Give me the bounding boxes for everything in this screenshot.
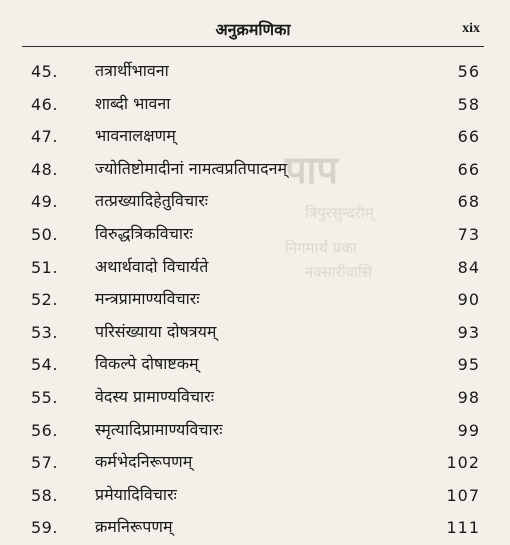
page-header — [22, 16, 484, 47]
entry-title: परिसंख्याया दोषत्रयम् — [95, 321, 217, 341]
entry-page-number: 90 — [457, 290, 480, 310]
toc-entry — [0, 415, 510, 448]
toc-entry — [0, 447, 510, 480]
toc-entry — [0, 252, 510, 285]
toc-entry — [0, 317, 510, 350]
toc-entry — [0, 284, 510, 317]
toc-entry — [0, 349, 510, 382]
entry-page-number: 111 — [446, 518, 480, 538]
entry-title: शाब्दी भावना — [95, 93, 171, 113]
entry-page-number: 102 — [446, 453, 480, 473]
toc-entry — [0, 154, 510, 187]
entry-number: 51. — [31, 257, 58, 277]
show-through-text: त्रिपुरसुन्दरीम् — [305, 204, 374, 222]
toc-entry — [0, 121, 510, 154]
table-of-contents — [0, 56, 510, 545]
entry-title: तत्प्रख्यादिहेतुविचारः — [95, 191, 209, 211]
entry-page-number: 56 — [457, 62, 480, 81]
toc-entry — [0, 186, 510, 219]
entry-title: भावनालक्षणम् — [95, 126, 176, 146]
entry-number: 48. — [31, 159, 58, 179]
entry-number: 55. — [31, 387, 58, 407]
show-through-text: नवसारीवासि — [305, 263, 372, 281]
entry-title: स्मृत्यादिप्रामाण्यविचारः — [95, 419, 223, 439]
entry-page-number: 66 — [457, 159, 480, 179]
toc-entry — [0, 382, 510, 415]
entry-number: 59. — [31, 518, 58, 538]
entry-page-number: 73 — [457, 224, 480, 244]
show-through-text: पाप — [285, 148, 339, 192]
entry-title: ज्योतिष्टोमादीनां नामत्वप्रतिपादनम् — [95, 158, 288, 178]
entry-number: 47. — [31, 127, 58, 147]
entry-number: 46. — [31, 94, 58, 114]
entry-title: विकल्पे दोषाष्टकम् — [95, 354, 199, 374]
entry-title: प्रमेयादिविचारः — [95, 484, 177, 504]
page-number: xix — [462, 21, 480, 36]
entry-title: क्रमनिरूपणम् — [95, 517, 173, 537]
entry-page-number: 84 — [457, 257, 480, 277]
page-title: अनुक्रमणिका — [215, 20, 291, 39]
entry-page-number: 95 — [457, 355, 480, 375]
entry-number: 49. — [31, 192, 58, 212]
entry-title: कर्मभेदनिरूपणम् — [95, 452, 193, 472]
toc-entry — [0, 480, 510, 513]
toc-entry — [0, 512, 510, 545]
toc-entry — [0, 56, 510, 89]
entry-number: 45. — [31, 62, 58, 81]
entry-number: 50. — [31, 224, 58, 244]
entry-number: 56. — [31, 420, 58, 440]
entry-number: 52. — [31, 290, 58, 310]
entry-title: मन्त्रप्रामाण्यविचारः — [95, 289, 200, 309]
entry-page-number: 98 — [457, 387, 480, 407]
entry-page-number: 99 — [457, 420, 480, 440]
entry-page-number: 68 — [457, 192, 480, 212]
entry-page-number: 107 — [446, 485, 480, 505]
entry-title: विरुद्धत्रिकविचारः — [95, 223, 193, 243]
show-through-text: निगमार्थ प्रका — [285, 239, 357, 257]
entry-title: अथार्थवादो विचार्यते — [95, 256, 209, 276]
entry-number: 57. — [31, 453, 58, 473]
toc-entry — [0, 89, 510, 122]
entry-number: 58. — [31, 485, 58, 505]
toc-entry — [0, 219, 510, 252]
entry-number: 54. — [31, 355, 58, 375]
entry-title: वेदस्य प्रामाण्यविचारः — [95, 386, 214, 406]
entry-title: तत्रार्थीभावना — [95, 61, 169, 80]
entry-number: 53. — [31, 322, 58, 342]
entry-page-number: 66 — [457, 127, 480, 147]
entry-page-number: 58 — [457, 94, 480, 114]
entry-page-number: 93 — [457, 322, 480, 342]
